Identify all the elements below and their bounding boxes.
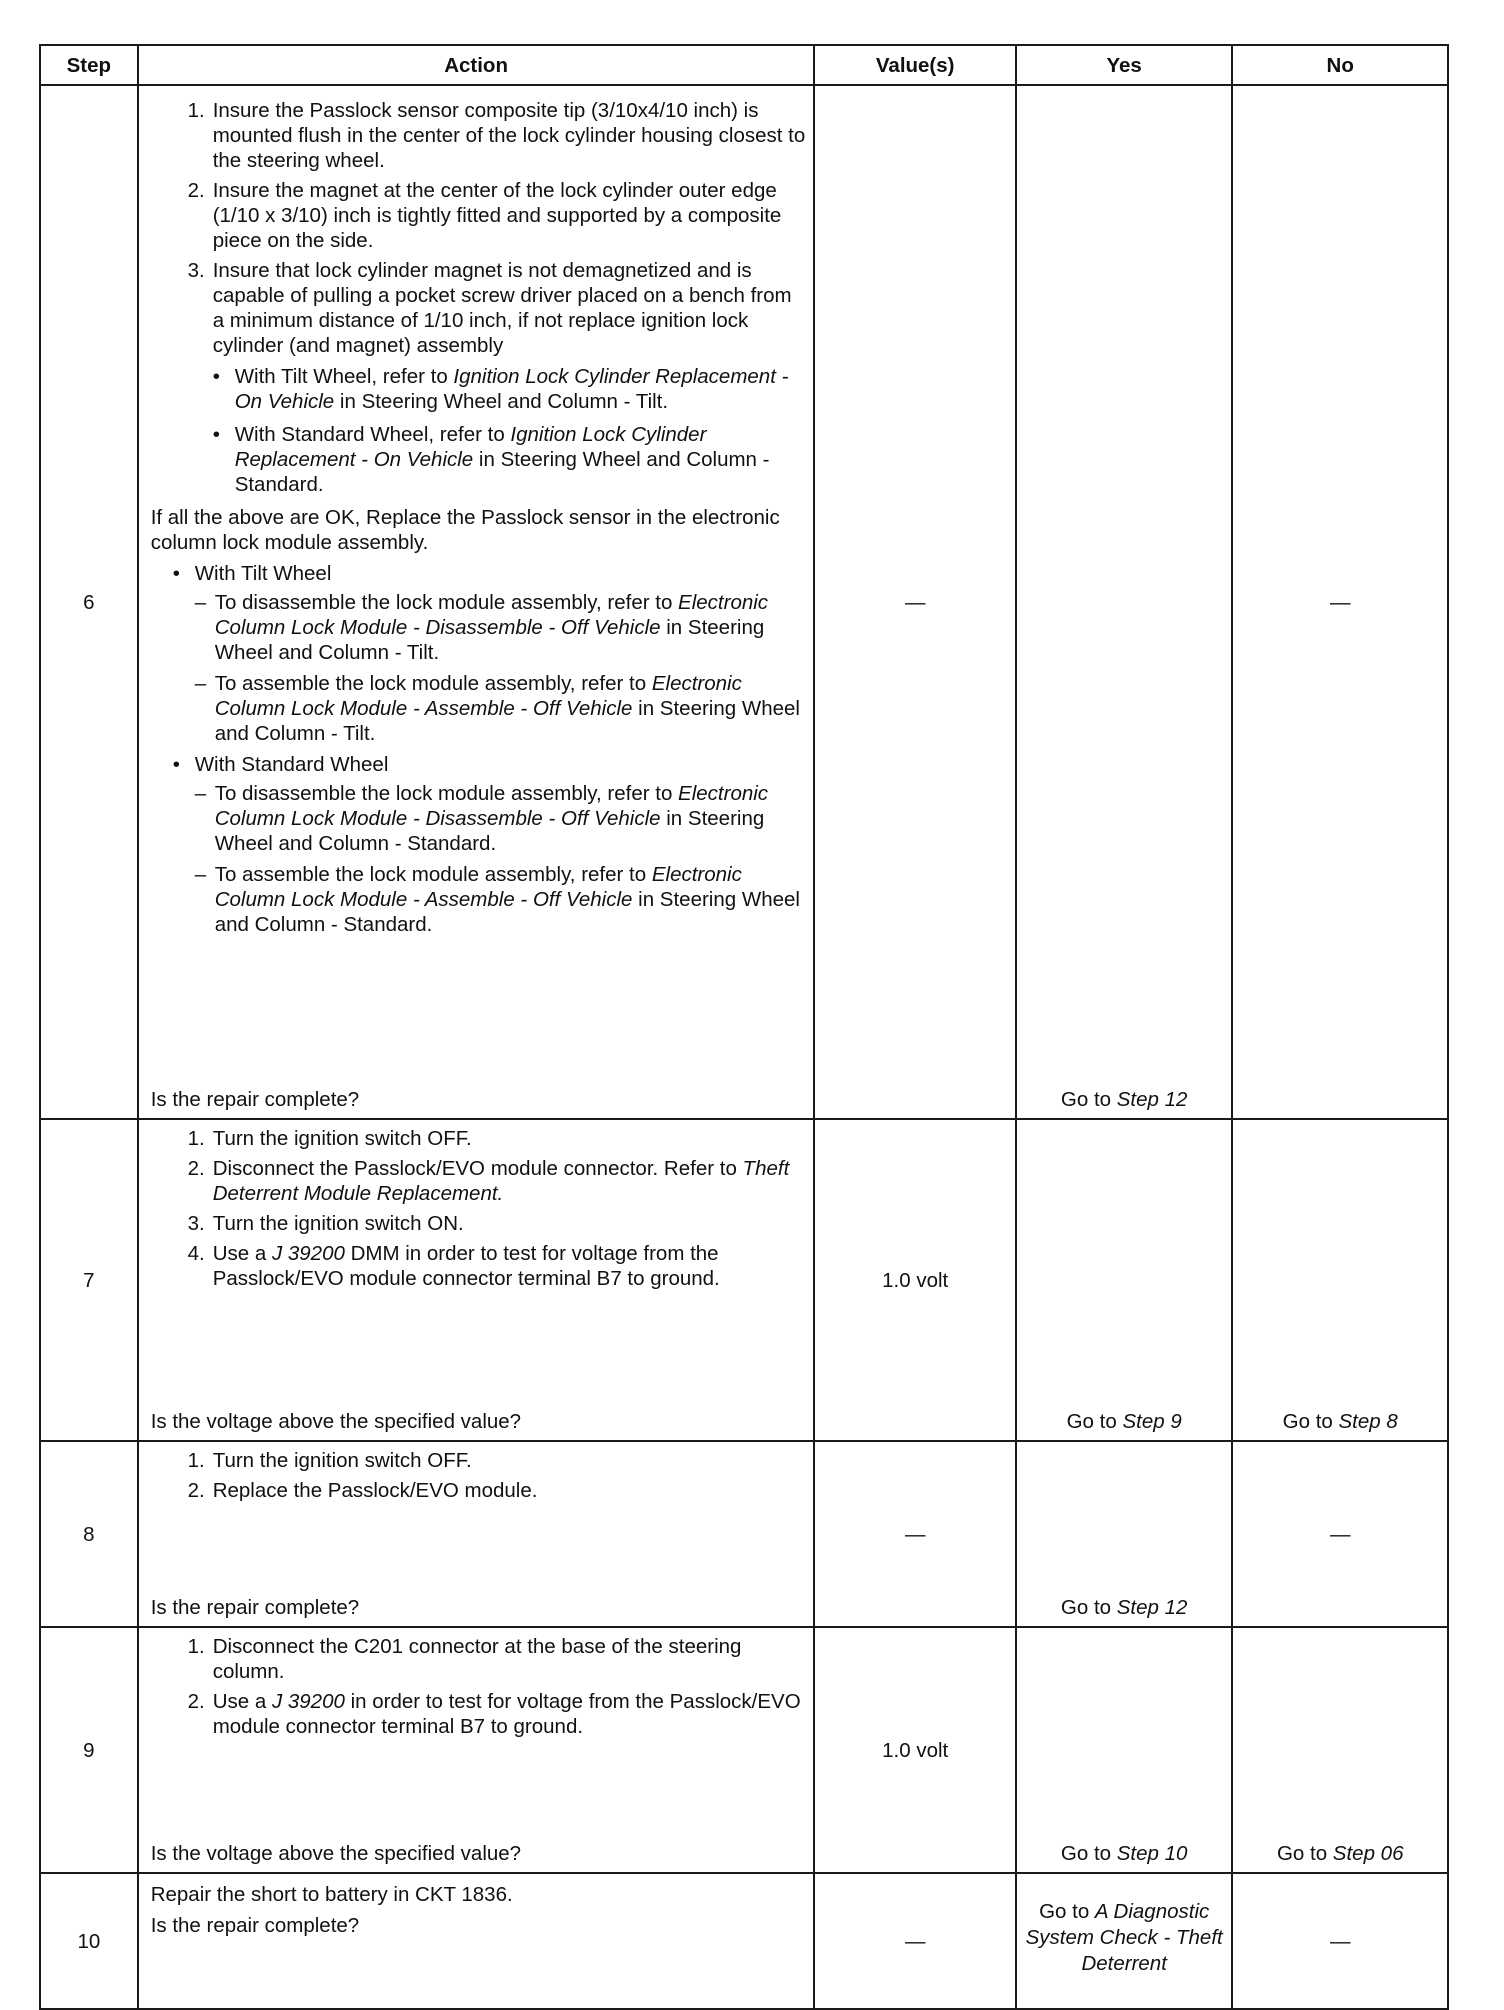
item-number: 3. [187,259,205,282]
item-number: 2. [187,1690,205,1713]
dash-text: in Steering Wheel and Column - Tilt. [214,697,800,745]
item-text: Disconnect the C201 connector at the base of the steering column. [212,1635,742,1683]
procedure-reference: Ignition Lock Cylinder Replacement - On Vehicle [234,423,707,471]
item-text: in order to test for voltage from the Passlock/EVO module connector terminal B7 to ground. [212,1690,801,1738]
no-step-link: Step 06 [1332,1842,1404,1865]
bullet-item [213,422,806,497]
bullet-icon: • [172,753,180,776]
yes-step-link: Step 9 [1122,1410,1182,1433]
dash-text: in Steering Wheel and Column - Standard. [214,888,800,936]
item-text: Turn the ignition switch ON. [212,1212,464,1235]
item-number: 4. [187,1242,205,1265]
dash-item [195,671,806,746]
no-cell: — [1232,1441,1448,1627]
item-number: 2. [187,179,205,202]
list-item [151,98,806,173]
procedure-reference: Theft Deterrent Module Replacement. [212,1157,790,1205]
bullet-text: in Steering Wheel and Column - Standard. [234,448,770,496]
table-row [40,1873,1448,2009]
question-text: Is the voltage above the specified value? [150,1842,522,1865]
list-item [151,1241,806,1291]
item-text: Insure the magnet at the center of the lock cylinder outer edge (1/10 x 3/10) inch is tightly fitted and supported by a composite piece on the side. [212,179,782,252]
yes-step-link: Step 12 [1116,1596,1188,1619]
item-number: 3. [187,1212,205,1235]
list-item [151,1689,806,1739]
step-number: 8 [40,1441,138,1627]
bullet-icon: • [212,365,220,388]
procedure-reference: Electronic Column Lock Module - Assemble - Off Vehicle [214,672,742,720]
dash-text: in Steering Wheel and Column - Tilt. [214,616,765,664]
list-item [151,1126,806,1151]
item-text: Use a [212,1242,272,1265]
tool-reference: J 39200 [271,1690,345,1713]
dash-icon: – [194,782,207,805]
yes-cell [1016,1441,1233,1627]
value-cell: 1.0 volt [814,1627,1015,1873]
bullet-text: With Standard Wheel [194,753,389,776]
list-item [151,1156,806,1206]
item-number: 1. [187,1635,205,1658]
table-row [40,85,1448,1119]
yes-step-link: Step 10 [1116,1842,1188,1865]
yes-cell [1016,85,1233,1119]
no-step-link: Step 8 [1338,1410,1398,1433]
dash-icon: – [194,591,207,614]
action-cell [138,1441,815,1627]
item-text: Insure that lock cylinder magnet is not demagnetized and is capable of pulling a pocket screw driver placed on a bench from a minimum distance of 1/10 inch, if not replace ignition lock cylinder (and magnet) assembly [212,259,792,357]
yes-cell [1016,1873,1233,2009]
action-cell [138,85,815,1119]
bullet-item [173,752,806,777]
table-header-row [40,45,1448,85]
item-text: DMM in order to test for voltage from the Passlock/EVO module connector terminal B7 to ground. [212,1242,720,1290]
bullet-text: in Steering Wheel and Column - Tilt. [334,390,669,413]
procedure-reference: Ignition Lock Cylinder Replacement - On Vehicle [234,365,789,413]
no-text: Go to [1276,1842,1333,1865]
dash-text: To assemble the lock module assembly, refer to [214,672,652,695]
dash-item [195,781,806,856]
header-no: No [1232,45,1448,85]
value-cell: — [814,1441,1015,1627]
item-number: 1. [187,1449,205,1472]
list-item [151,1448,806,1473]
step-number: 7 [40,1119,138,1441]
dash-item [195,862,806,937]
no-cell [1232,1627,1448,1873]
step-number: 6 [40,85,138,1119]
table-row [40,1441,1448,1627]
procedure-reference: Electronic Column Lock Module - Disassemble - Off Vehicle [214,782,769,830]
item-text: Turn the ignition switch OFF. [212,1127,472,1150]
list-item [151,1211,806,1236]
step-number: 10 [40,1873,138,2009]
dash-text: To disassemble the lock module assembly, refer to [214,591,679,614]
item-number: 2. [187,1479,205,1502]
bullet-item [173,561,806,586]
bullet-text: With Tilt Wheel [194,562,332,585]
item-text: Replace the Passlock/EVO module. [212,1479,538,1502]
value-cell: — [814,85,1015,1119]
header-values: Value(s) [814,45,1015,85]
bullet-item [213,364,806,414]
yes-text: Go to [1039,1900,1095,1923]
yes-cell [1016,1627,1233,1873]
item-number: 1. [187,1127,205,1150]
diagnostic-table [39,44,1449,2010]
bullet-icon: • [172,562,180,585]
dash-icon: – [194,672,207,695]
bullet-list [213,364,806,497]
question-text: Is the repair complete? [150,1088,360,1111]
dash-text: To disassemble the lock module assembly, refer to [214,782,679,805]
list-item [151,258,806,358]
question-text: Is the repair complete? [150,1914,360,1937]
yes-text: Go to [1060,1596,1117,1619]
dash-text: To assemble the lock module assembly, refer to [214,863,652,886]
yes-text: Go to [1060,1088,1117,1111]
item-number: 1. [187,99,205,122]
procedure-reference: Electronic Column Lock Module - Assemble - Off Vehicle [214,863,742,911]
dash-text: in Steering Wheel and Column - Standard. [214,807,765,855]
yes-cell [1016,1119,1233,1441]
tool-reference: J 39200 [271,1242,345,1265]
dash-list [195,590,806,746]
question-text: Is the repair complete? [150,1596,360,1619]
dash-list [195,781,806,937]
header-step: Step [40,45,138,85]
paragraph: If all the above are OK, Replace the Passlock sensor in the electronic column lock module assembly. [150,506,780,554]
header-action: Action [138,45,815,85]
bullet-icon: • [212,423,220,446]
no-text: Go to [1282,1410,1339,1433]
bullet-text: With Standard Wheel, refer to [234,423,511,446]
item-text: Use a [212,1690,272,1713]
bullet-text: With Tilt Wheel, refer to [234,365,454,388]
yes-text: Go to [1066,1410,1123,1433]
item-number: 2. [187,1157,205,1180]
list-item [151,178,806,253]
step-number: 9 [40,1627,138,1873]
question-text: Is the voltage above the specified value? [150,1410,522,1433]
yes-text: Go to [1060,1842,1117,1865]
dash-item [195,590,806,665]
action-text: Repair the short to battery in CKT 1836. [150,1883,513,1906]
no-cell: — [1232,85,1448,1119]
action-cell [138,1873,815,2009]
value-cell: — [814,1873,1015,2009]
item-text: Insure the Passlock sensor composite tip (3/10x4/10 inch) is mounted flush in the center of the lock cylinder housing closest to the steering wheel. [212,99,806,172]
table-row [40,1627,1448,1873]
action-cell [138,1627,815,1873]
yes-step-link: Step 12 [1116,1088,1188,1111]
list-item [151,1634,806,1684]
yes-step-link: A Diagnostic System Check - Theft Deterrent [1025,1900,1223,1975]
action-cell [138,1119,815,1441]
value-cell: 1.0 volt [814,1119,1015,1441]
item-text: Turn the ignition switch OFF. [212,1449,472,1472]
procedure-reference: Electronic Column Lock Module - Disassemble - Off Vehicle [214,591,769,639]
item-text: Disconnect the Passlock/EVO module connector. Refer to [212,1157,743,1180]
table-row [40,1119,1448,1441]
no-cell: — [1232,1873,1448,2009]
list-item [151,1478,806,1503]
dash-icon: – [194,863,207,886]
no-cell [1232,1119,1448,1441]
header-yes: Yes [1016,45,1233,85]
